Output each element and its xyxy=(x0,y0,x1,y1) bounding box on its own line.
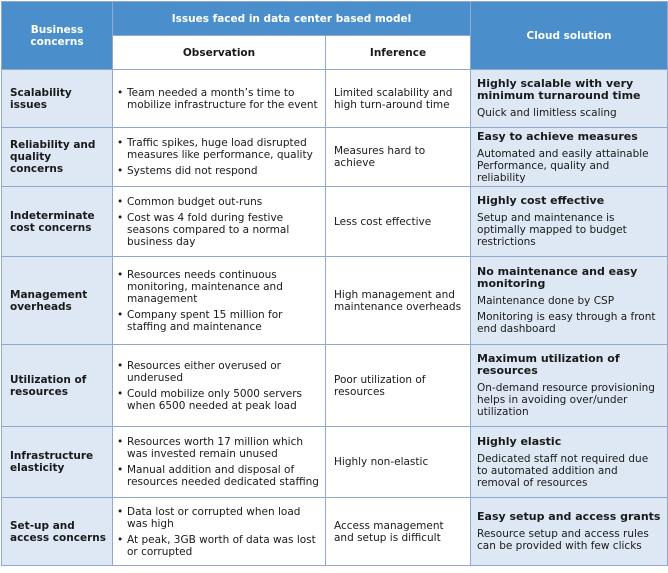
inference-cell: Limited scalability and high turn-around time xyxy=(326,70,471,128)
concern-cell: Management overheads xyxy=(2,257,113,345)
header-inference: Inference xyxy=(326,36,471,70)
observation-cell xyxy=(113,498,326,566)
inference-cell: Access management and setup is difficult xyxy=(326,498,471,566)
solution-text: Monitoring is easy through a front end dashboard xyxy=(477,311,656,335)
solution-title: Maximum utilization of resources xyxy=(477,352,620,377)
observation-cell xyxy=(113,345,326,427)
solution-cell xyxy=(471,427,668,498)
solution-cell xyxy=(471,498,668,566)
observation-cell xyxy=(113,128,326,187)
concern-cell: Reliability and quality concerns xyxy=(2,128,113,187)
solution-text: Setup and maintenance is optimally mapped to budget restrictions xyxy=(477,212,627,248)
solution-title: Highly cost effective xyxy=(477,194,605,207)
inference-cell: Poor utilization of resources xyxy=(326,345,471,427)
concern-cell: Indeterminate cost concerns xyxy=(2,187,113,257)
solution-cell xyxy=(471,257,668,345)
solution-title: Highly scalable with very minimum turnaround time xyxy=(477,77,641,102)
solution-text: On-demand resource provisioning helps in avoiding over/under utilization xyxy=(477,382,655,418)
observation-item: • Systems did not respond xyxy=(117,165,258,177)
inference-cell: Highly non-elastic xyxy=(326,427,471,498)
table-row xyxy=(2,187,668,257)
solution-title: Highly elastic xyxy=(477,434,562,448)
solution-text: Maintenance done by CSP xyxy=(477,295,615,307)
header-issues: Issues faced in data center based model xyxy=(113,2,471,36)
observation-item: • Resources worth 17 million which was invested remain unused xyxy=(117,436,303,460)
observation-item: • Cost was 4 fold during festive seasons compared to a normal business day xyxy=(117,211,290,248)
observation-cell xyxy=(113,427,326,498)
table-row xyxy=(2,427,668,498)
table-row xyxy=(2,345,668,427)
observation-item: • Data lost or corrupted when load was high xyxy=(117,505,301,530)
solution-cell xyxy=(471,70,668,128)
solution-text: Dedicated staff not required due to automated addition and removal of resources xyxy=(477,452,649,489)
solution-text: Automated and easily attainable Performance, quality and reliability xyxy=(477,147,649,184)
solution-cell xyxy=(471,187,668,257)
solution-cell xyxy=(471,128,668,187)
concern-cell: Set-up and access concerns xyxy=(2,498,113,566)
observation-item: • Resources either overused or underused xyxy=(117,359,281,384)
header-observation: Observation xyxy=(113,36,326,70)
inference-cell: Measures hard to achieve xyxy=(326,128,471,187)
observation-item: • Team needed a month’s time to mobilize infrastructure for the event xyxy=(117,86,318,111)
observation-cell xyxy=(113,257,326,345)
solution-text: Resource setup and access rules can be provided with few clicks xyxy=(477,528,649,552)
table-row xyxy=(2,498,668,566)
observation-item: • Company spent 15 million for staffing and maintenance xyxy=(117,308,283,333)
cloud-comparison-table xyxy=(1,1,668,566)
observation-item: • Resources needs continuous monitoring, maintenance and management xyxy=(117,268,283,305)
observation-item: • Common budget out-runs xyxy=(117,195,263,208)
solution-title: Easy setup and access grants xyxy=(477,510,661,523)
table-row xyxy=(2,257,668,345)
observation-item: • Manual addition and disposal of resources needed dedicated staffing xyxy=(117,464,319,488)
solution-cell xyxy=(471,345,668,427)
observation-cell xyxy=(113,187,326,257)
header-business-concerns: Business concerns xyxy=(2,2,113,70)
table-row xyxy=(2,128,668,187)
observation-item: • At peak, 3GB worth of data was lost or corrupted xyxy=(117,533,316,558)
table-row xyxy=(2,70,668,128)
observation-cell xyxy=(113,70,326,128)
solution-title: Easy to achieve measures xyxy=(477,129,638,143)
observation-item: • Traffic spikes, huge load disrupted measures like performance, quality xyxy=(117,137,313,161)
concern-cell: Scalability issues xyxy=(2,70,113,128)
solution-text: Quick and limitless scaling xyxy=(477,107,617,119)
observation-item: • Could mobilize only 5000 servers when 6500 needed at peak load xyxy=(117,387,303,412)
header-cloud-solution: Cloud solution xyxy=(471,2,668,70)
concern-cell: Infrastructure elasticity xyxy=(2,427,113,498)
concern-cell: Utilization of resources xyxy=(2,345,113,427)
inference-cell: Less cost effective xyxy=(326,187,471,257)
solution-title: No maintenance and easy monitoring xyxy=(477,265,638,290)
inference-cell: High management and maintenance overheads xyxy=(326,257,471,345)
